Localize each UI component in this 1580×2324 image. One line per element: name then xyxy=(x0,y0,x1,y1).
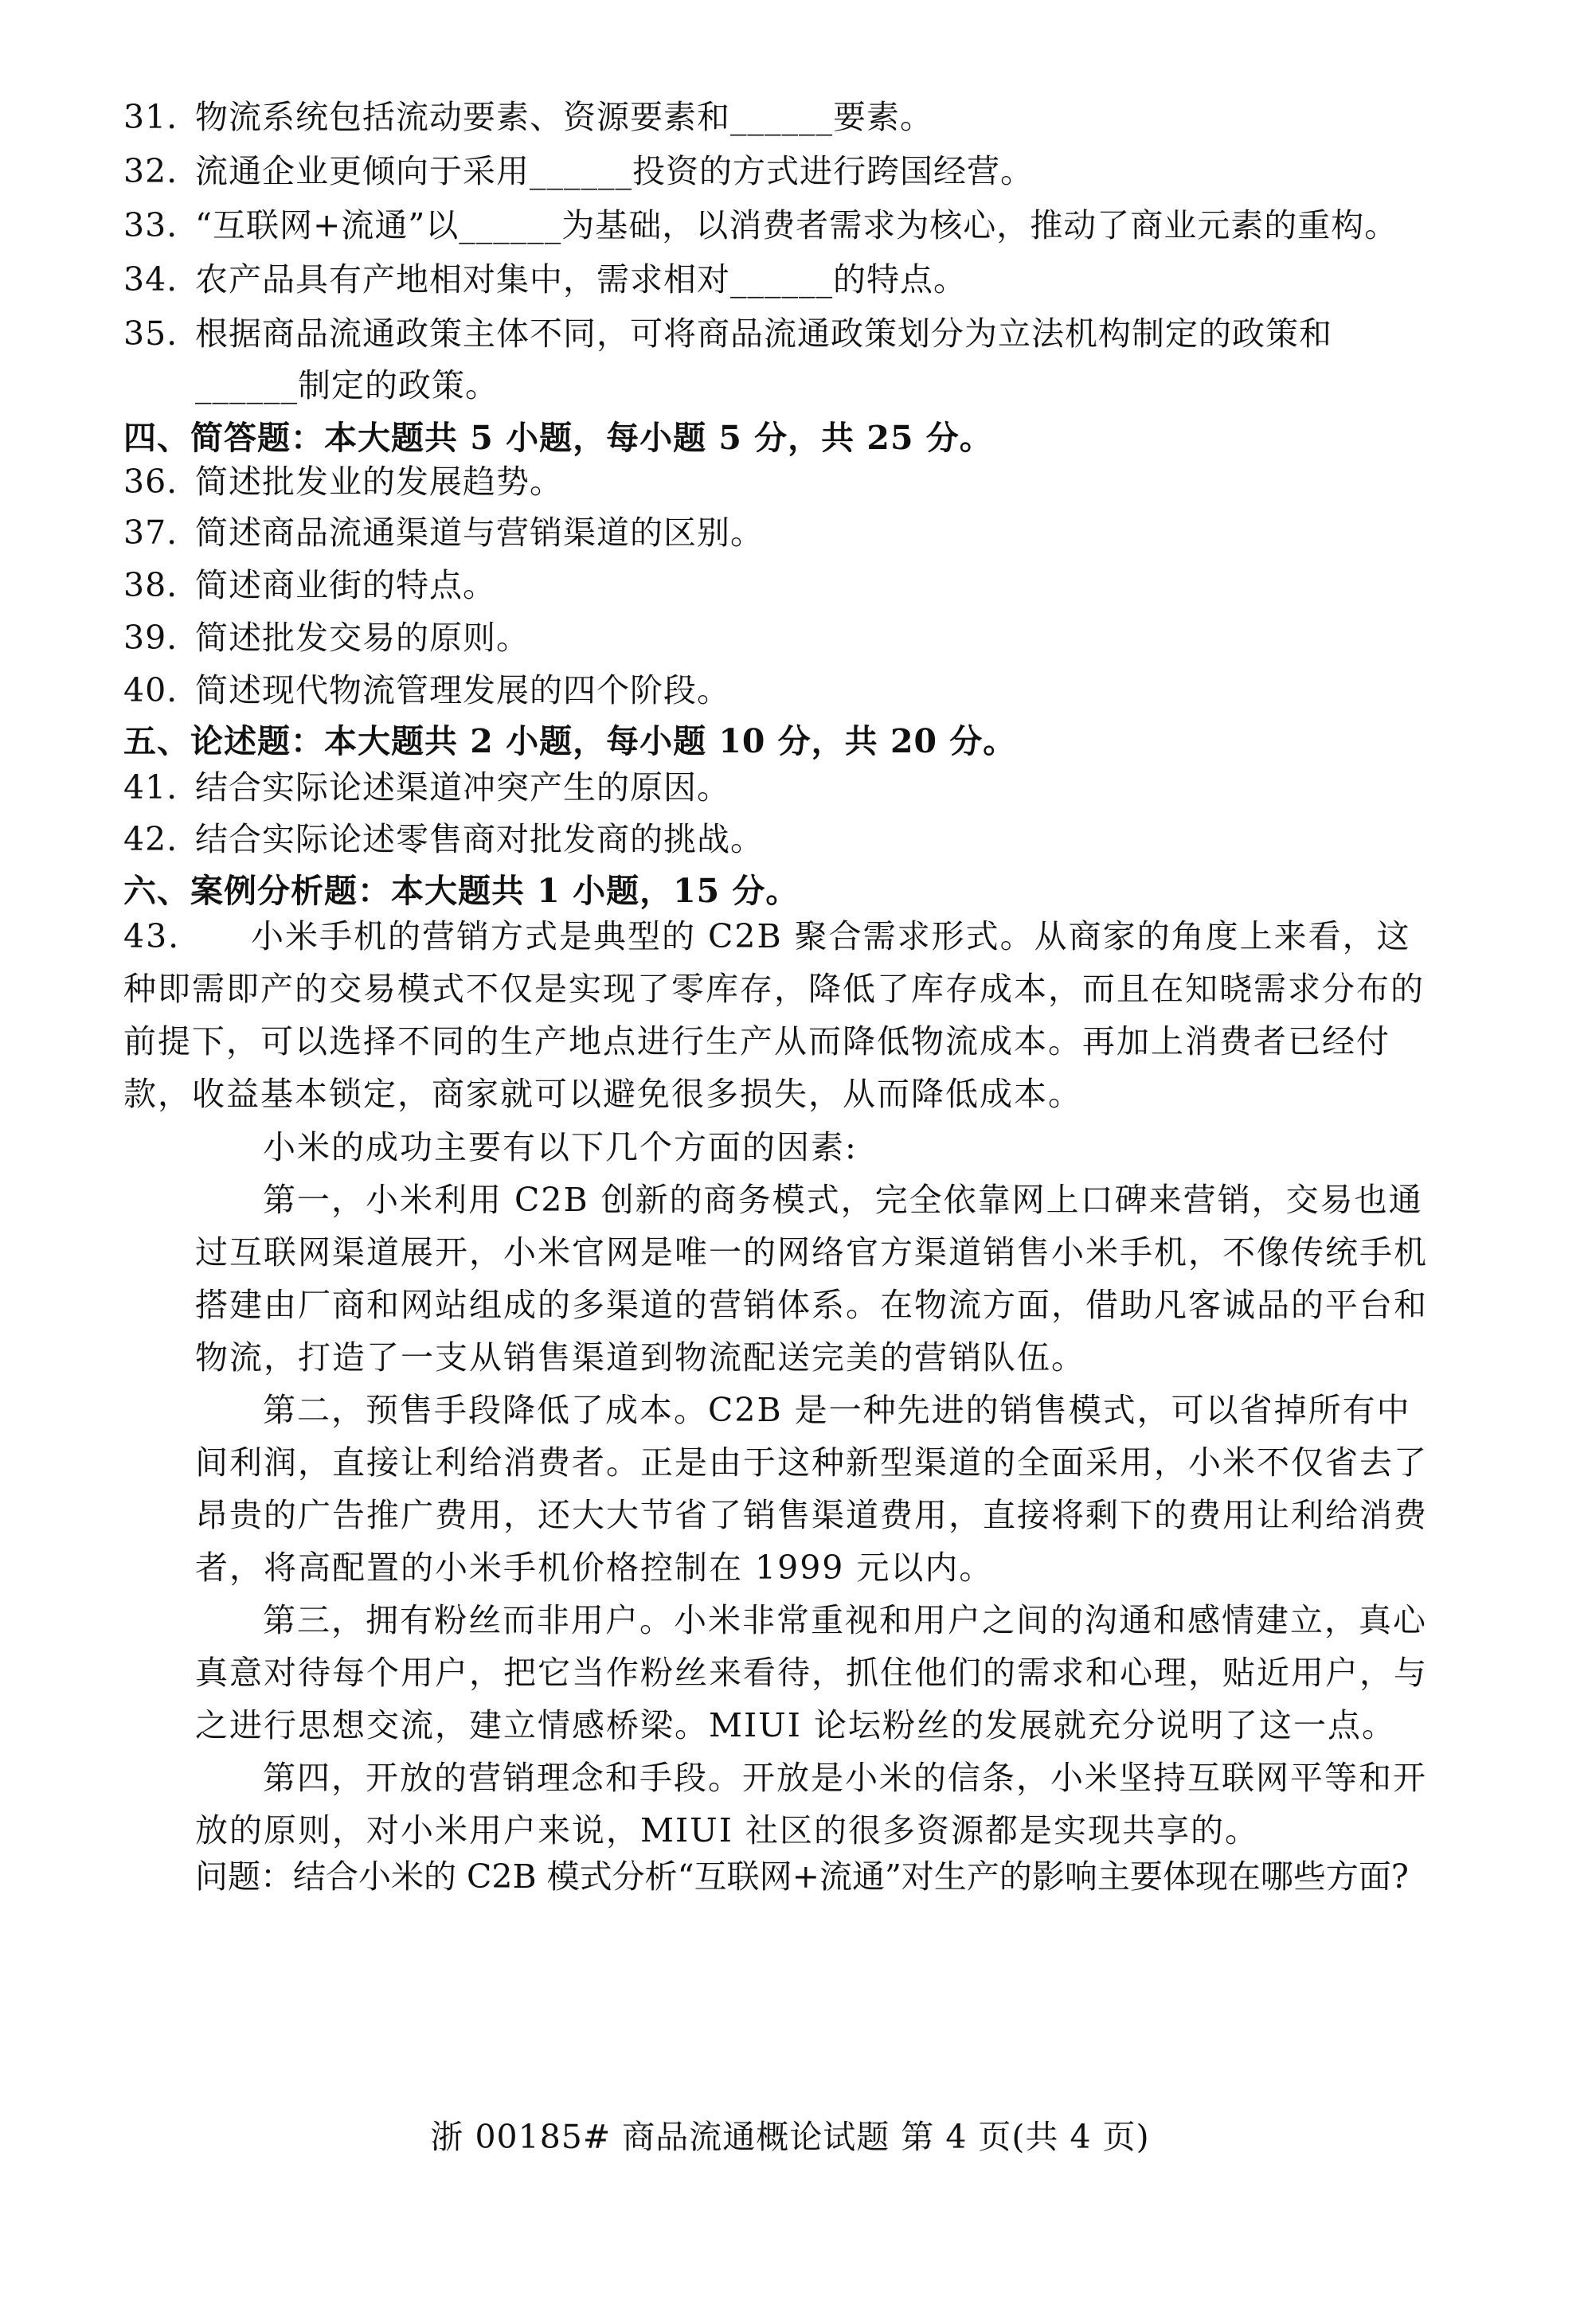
question-number: 39. xyxy=(123,619,178,657)
question-number: 43. xyxy=(123,917,181,955)
question-text: 结合实际论述渠道冲突产生的原因。 xyxy=(195,768,730,807)
question-number: 31. xyxy=(123,98,178,136)
case-paragraph-2: 小米的成功主要有以下几个方面的因素: xyxy=(263,1128,858,1166)
case-text: 小米手机的营销方式是典型的 C2B 聚合需求形式。从商家的角度上来看，这种即需即产的交易模式不仅是实现了零库存，降低了库存成本，而且在知晓需求分布的前提下，可以选择不同的生产地点进行生产从而降低物流成本。再加上消费者已经付款，收益基本锁定，商家就可以避免很多损失，从而降低成本。 xyxy=(123,917,1425,1113)
case-question: 问题：结合小米的 C2B 模式分析“互联网+流通”对生产的影响主要体现在哪些方面? xyxy=(195,1857,1409,1896)
question-35 xyxy=(123,311,1429,357)
case-paragraph-1 xyxy=(123,910,1429,1120)
question-text: 简述现代物流管理发展的四个阶段。 xyxy=(195,671,730,709)
question-31 xyxy=(123,94,1429,140)
question-number: 32. xyxy=(123,152,178,190)
question-37 xyxy=(123,510,1429,556)
question-32 xyxy=(123,148,1429,194)
question-text: 农产品具有产地相对集中，需求相对______的特点。 xyxy=(195,260,967,299)
question-34 xyxy=(123,256,1429,303)
question-text: 物流系统包括流动要素、资源要素和______要素。 xyxy=(195,98,933,136)
question-number: 37. xyxy=(123,514,178,552)
question-33 xyxy=(123,202,1429,248)
case-paragraph-4: 第二，预售手段降低了成本。C2B 是一种先进的销售模式，可以省掉所有中间利润，直接让利给消费者。正是由于这种新型渠道的全面采用，小米不仅省去了昂贵的广告推广费用，还大大节省了销售渠道费用，直接将剩下的费用让利给消费者，将高配置的小米手机价格控制在 1999 元以内。 xyxy=(195,1391,1428,1587)
page-footer: 浙 00185# 商品流通概论试题 第 4 页(共 4 页) xyxy=(430,2118,1150,2156)
question-number: 34. xyxy=(123,260,178,299)
question-text: 简述商品流通渠道与营销渠道的区别。 xyxy=(195,514,764,552)
question-number: 38. xyxy=(123,566,178,604)
case-paragraph-6: 第四，开放的营销理念和手段。开放是小米的信条，小米坚持互联网平等和开放的原则，对小米用户来说，MIUI 社区的很多资源都是实现共享的。 xyxy=(195,1759,1427,1849)
question-text: 简述批发业的发展趋势。 xyxy=(195,463,563,501)
question-number: 41. xyxy=(123,768,178,807)
question-41 xyxy=(123,764,1429,810)
question-38 xyxy=(123,562,1429,608)
question-number: 36. xyxy=(123,463,178,501)
question-text: 结合实际论述零售商对批发商的挑战。 xyxy=(195,820,764,858)
question-number: 42. xyxy=(123,820,178,858)
question-number: 40. xyxy=(123,671,178,709)
question-text: 简述批发交易的原则。 xyxy=(195,619,530,657)
question-text: ______制定的政策。 xyxy=(195,366,499,404)
question-text: “互联网+流通”以______为基础，以消费者需求为核心，推动了商业元素的重构。 xyxy=(195,206,1398,244)
case-paragraph-5: 第三，拥有粉丝而非用户。小米非常重视和用户之间的沟通和感情建立，真心真意对待每个用户，把它当作粉丝来看待，抓住他们的需求和心理，贴近用户，与之进行思想交流，建立情感桥梁。MIUI 论坛粉丝的发展就充分说明了这一点。 xyxy=(195,1601,1428,1744)
question-42 xyxy=(123,816,1429,862)
question-39 xyxy=(123,615,1429,661)
section-5-heading: 五、论述题：本大题共 2 小题，每小题 10 分，共 20 分。 xyxy=(123,722,1017,760)
question-text: 简述商业街的特点。 xyxy=(195,566,496,604)
question-40 xyxy=(123,667,1429,713)
question-text: 根据商品流通政策主体不同，可将商品流通政策划分为立法机构制定的政策和 xyxy=(195,314,1332,353)
section-4-heading: 四、简答题：本大题共 5 小题，每小题 5 分，共 25 分。 xyxy=(123,419,993,457)
question-35-continuation xyxy=(195,362,1429,408)
question-number: 35. xyxy=(123,314,178,353)
case-paragraph-3: 第一，小米利用 C2B 创新的商务模式，完全依靠网上口碑来营销，交易也通过互联网渠道展开，小米官网是唯一的网络官方渠道销售小米手机，不像传统手机搭建由厂商和网站组成的多渠道的营销体系。在物流方面，借助凡客诚品的平台和物流，打造了一支从销售渠道到物流配送完美的营销队伍。 xyxy=(195,1181,1428,1377)
section-6-heading: 六、案例分析题：本大题共 1 小题，15 分。 xyxy=(123,872,800,910)
question-36 xyxy=(123,459,1429,505)
question-number: 33. xyxy=(123,206,178,244)
question-text: 流通企业更倾向于采用______投资的方式进行跨国经营。 xyxy=(195,152,1034,190)
